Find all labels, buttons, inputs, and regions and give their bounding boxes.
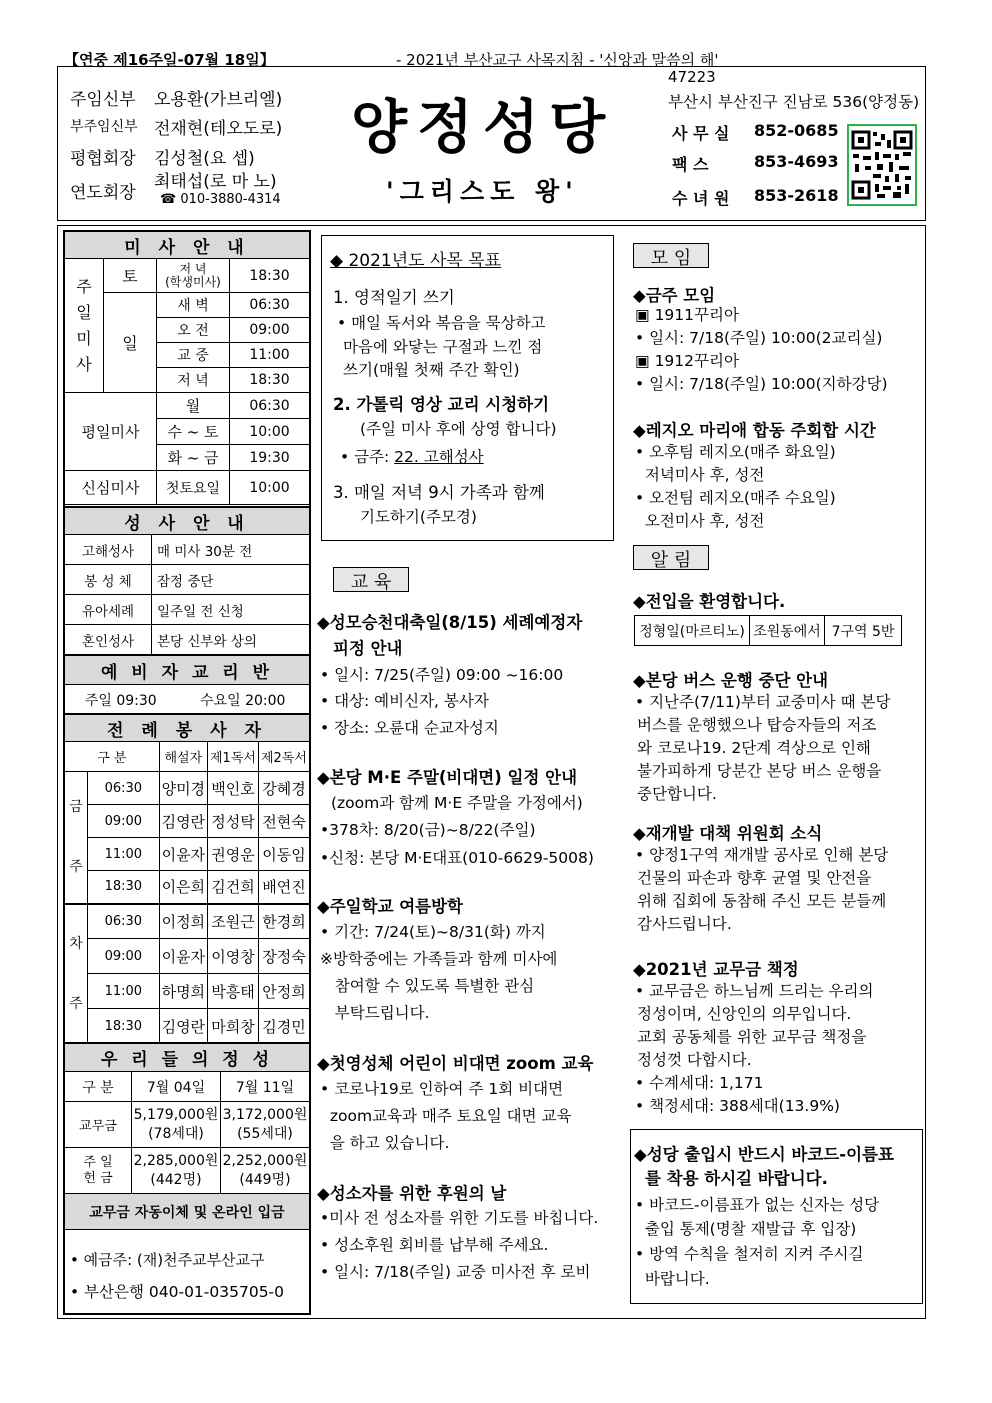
sat-mass-name: 저 녁 (학생미사): [157, 259, 230, 293]
contact-office: 852-0685: [754, 121, 839, 140]
weekday-time: 06:30: [230, 393, 310, 419]
catechumen-wednesday: 수요일 20:00: [177, 685, 310, 715]
welcome-district: 7구역 5반: [825, 616, 902, 646]
weekday-day: 월: [157, 393, 230, 419]
staff-phone: ☎ 010-3880-4314: [160, 192, 281, 207]
barcode-line: 바랍니다.: [635, 1270, 710, 1288]
bus-line: 중단합니다.: [637, 785, 717, 803]
server-time: 06:30: [88, 904, 160, 939]
barcode-line: • 바코드-이름표가 없는 신자는 성당: [635, 1196, 880, 1214]
weekday-mass-label: 평일미사: [65, 393, 157, 471]
devotion-mass-day: 첫토요일: [157, 471, 230, 505]
server-reader1: 김건희: [207, 871, 258, 904]
issue-label: 【연중 제16주일-07월 18일】: [64, 51, 275, 69]
sun-mass-time: 09:00: [230, 318, 310, 343]
account-holder: • 예금주: (재)천주교부산교구: [70, 1251, 265, 1269]
offering-amount: 2,252,000원: [222, 1152, 308, 1169]
address: 부산시 부산진구 진남로 536(양정동): [668, 93, 920, 111]
sun-mass-name: 저 녁: [157, 368, 230, 393]
edu-line: 참여할 수 있도록 특별한 관심: [320, 977, 535, 995]
tithe-line: 정성이며, 신앙인의 의무입니다.: [637, 1005, 852, 1023]
sunday-mass-label: 주 일 미 사: [65, 259, 104, 393]
server-time: 11:00: [88, 838, 160, 871]
goal-2: 2. 가톨릭 영상 교리 시청하기: [333, 395, 550, 414]
server-time: 09:00: [88, 805, 160, 838]
server-reader2: 안정희: [258, 974, 309, 1009]
edu-line: •378차: 8/20(금)~8/22(주일): [320, 821, 536, 839]
server-reader1: 박흥태: [207, 974, 258, 1009]
edu-line: • 장소: 오륜대 순교자성지: [320, 719, 499, 737]
welcome-table: [634, 615, 902, 646]
bus-line: • 지난주(7/11)부터 교중미사 때 본당: [635, 693, 891, 711]
staff-role-4: 연도회장: [70, 183, 136, 203]
redevelop-line: 건물의 파손과 향후 균열 및 안전을: [637, 869, 872, 887]
offering-header: 7월 04일: [132, 1072, 221, 1102]
tithe-line: 교회 공동체를 위한 교무금 책정을: [637, 1028, 867, 1046]
goal-3: 3. 매일 저녁 9시 가족과 함께: [333, 483, 545, 502]
barcode-heading: ◆성당 출입시 반드시 바코드-이름표: [634, 1145, 894, 1164]
bus-line: 버스를 운행했으나 탑승자들의 저조: [637, 716, 877, 734]
offering-title: 우 리 들 의 정 성: [65, 1043, 310, 1072]
meeting-line: • 일시: 7/18(주일) 10:00(2교리실): [635, 329, 883, 347]
edu-heading: ◆주일학교 여름방학: [317, 897, 463, 916]
server-reader2: 배연진: [258, 871, 309, 904]
offering-amount: 5,179,000원: [133, 1106, 219, 1123]
devotion-mass-label: 신심미사: [65, 471, 157, 505]
edu-line: •신청: 본당 M·E대표(010-6629-5008): [320, 849, 594, 867]
notice-title: 알 림: [633, 545, 709, 570]
staff-role-2: 부주임신부: [70, 119, 138, 135]
edu-line: 을 하고 있습니다.: [320, 1134, 450, 1152]
servers-table: [64, 713, 310, 1044]
edu-line: (zoom과 함께 M·E 주말을 가정에서): [331, 794, 583, 812]
bus-heading: ◆본당 버스 운행 중단 안내: [633, 671, 829, 690]
goal-1-line: 쓰기(매월 첫째 주간 확인): [343, 361, 520, 379]
staff-name-3: 김성철(요 셉): [154, 149, 255, 169]
redevelop-line: 감사드립니다.: [637, 915, 732, 933]
edu-heading: ◆첫영성체 어린이 비대면 zoom 교육: [317, 1054, 594, 1073]
edu-line: •미사 전 성소자를 위한 기도를 바칩니다.: [320, 1209, 599, 1227]
offering-key: 주 일 헌 금: [65, 1148, 132, 1194]
server-time: 11:00: [88, 974, 160, 1009]
server-time: 06:30: [88, 772, 160, 805]
server-time: 18:30: [88, 1009, 160, 1044]
edu-line: • 대상: 예비신자, 봉사자: [320, 692, 489, 710]
contact-convent: 853-2618: [754, 186, 839, 205]
staff-name-1: 오용환(가브리엘): [154, 90, 283, 110]
weekday-time: 10:00: [230, 419, 310, 445]
server-reader2: 장정숙: [258, 939, 309, 974]
mass-title: 미 사 안 내: [65, 232, 310, 259]
meeting-heading: ◆금주 모임: [633, 286, 716, 305]
edu-line: • 일시: 7/18(주일) 교중 미사전 후 로비: [320, 1263, 591, 1281]
sacrament-key: 고해성사: [65, 535, 152, 565]
catechumen-sunday: 주일 09:30: [65, 685, 177, 715]
server-commentator: 김영란: [159, 805, 207, 838]
server-reader1: 조원근: [207, 904, 258, 939]
account-number: • 부산은행 040-01-035705-0: [70, 1283, 285, 1301]
edu-heading: ◆성모승천대축일(8/15) 세례예정자: [317, 613, 583, 632]
redevelop-line: • 양정1구역 재개발 공사로 인해 본당: [635, 846, 889, 864]
server-reader1: 백인호: [207, 772, 258, 805]
parish-patron: '그리스도 왕': [386, 177, 579, 206]
tithe-line: • 교무금은 하느님께 드리는 우리의: [635, 982, 874, 1000]
legio-heading: ◆레지오 마리애 합동 주회합 시간: [633, 421, 876, 440]
contact-label-office: 사 무 실: [672, 124, 730, 143]
meeting-line: • 일시: 7/18(주일) 10:00(지하강당): [635, 375, 888, 393]
server-reader2: 전현숙: [258, 805, 309, 838]
qr-code-icon[interactable]: [847, 124, 917, 206]
server-reader1: 마희창: [207, 1009, 258, 1044]
legio-line: • 오후팀 레지오(매주 화요일): [635, 443, 836, 461]
server-reader2: 강혜경: [258, 772, 309, 805]
barcode-line: • 방역 수칙을 철저히 지켜 주시길: [635, 1245, 864, 1263]
servers-header: 제2독서: [258, 742, 309, 772]
server-reader2: 김경민: [258, 1009, 309, 1044]
tithe-line: • 수계세대: 1,171: [635, 1074, 764, 1092]
server-commentator: 김영란: [159, 1009, 207, 1044]
video-topic-link[interactable]: 22. 고해성사: [394, 448, 484, 466]
edu-line: • 일시: 7/25(주일) 09:00 ~16:00: [320, 666, 564, 684]
sacrament-key: 봉 성 체: [65, 565, 152, 595]
edu-heading: 피정 안내: [333, 639, 403, 658]
server-time: 09:00: [88, 939, 160, 974]
barcode-line: 출입 통제(명찰 재발급 후 입장): [635, 1220, 857, 1238]
server-reader2: 한경희: [258, 904, 309, 939]
offering-amount: 2,285,000원: [133, 1152, 219, 1169]
offering-cell: [221, 1148, 310, 1194]
staff-name-4: 최태섭(로 마 노): [154, 172, 277, 192]
barcode-heading: 를 착용 하시길 바랍니다.: [645, 1169, 828, 1188]
server-reader2: 이동임: [258, 838, 309, 871]
server-commentator: 양미경: [159, 772, 207, 805]
contact-label-convent: 수 녀 원: [672, 189, 730, 208]
postal-code: 47223: [668, 68, 716, 86]
sun-mass-name: 오 전: [157, 318, 230, 343]
offering-count: (442명): [150, 1171, 202, 1188]
offering-key: 교무금: [65, 1102, 132, 1148]
devotion-mass-time: 10:00: [230, 471, 310, 505]
edu-heading: ◆본당 M·E 주말(비대면) 일정 안내: [317, 768, 578, 787]
sun-mass-time: 11:00: [230, 343, 310, 368]
catechumen-table: [64, 654, 310, 715]
sun-mass-name: 새 벽: [157, 293, 230, 318]
server-reader1: 정성탁: [207, 805, 258, 838]
offering-amount: 3,172,000원: [222, 1106, 308, 1123]
goals-title: ◆ 2021년도 사목 목표: [330, 251, 502, 271]
edu-line: • 코로나19로 인하여 주 1회 비대면: [320, 1080, 564, 1098]
sacrament-key: 유아세례: [65, 595, 152, 625]
offering-cell: [132, 1102, 221, 1148]
edu-line: zoom교육과 매주 토요일 대면 교육: [320, 1107, 572, 1125]
welcome-heading: ◆전입을 환영합니다.: [633, 592, 786, 611]
legio-line: 오전미사 후, 성전: [635, 512, 765, 530]
meeting-line: ▣ 1912꾸리아: [635, 352, 739, 370]
offering-header: 구 분: [65, 1072, 132, 1102]
offering-count: (55세대): [237, 1125, 293, 1142]
sat-day: 토: [104, 259, 157, 293]
server-commentator: 이윤자: [159, 939, 207, 974]
tithe-line: 정성껏 다합시다.: [637, 1051, 752, 1069]
server-commentator: 이은희: [159, 871, 207, 904]
staff-name-2: 전재현(테오도로): [154, 119, 283, 139]
server-reader1: 이영창: [207, 939, 258, 974]
mass-table: [64, 231, 310, 505]
server-commentator: 하명희: [159, 974, 207, 1009]
staff-role-1: 주임신부: [70, 90, 136, 110]
bus-line: 불가피하게 당분간 본당 버스 운행을: [637, 762, 882, 780]
tithe-heading: ◆2021년 교무금 책정: [633, 960, 799, 979]
contact-label-fax: 팩 스: [672, 155, 709, 174]
sat-mass-time: 18:30: [230, 259, 310, 293]
goal-1-line: 마음에 와닿는 구절과 느낀 점: [343, 338, 543, 356]
sacrament-key: 혼인성사: [65, 625, 152, 655]
staff-role-3: 평협회장: [70, 149, 136, 169]
meeting-line: ▣ 1911꾸리아: [635, 306, 739, 324]
auto-transfer-label: 교무금 자동이체 및 온라인 입금: [65, 1194, 310, 1230]
diocese-motto: - 2021년 부산교구 사목지침 - '신앙과 말씀의 해': [396, 51, 719, 69]
servers-header: 구 분: [65, 742, 160, 772]
legio-line: 저녁미사 후, 성전: [635, 466, 765, 484]
bus-line: 와 코로나19. 2단계 격상으로 인해: [637, 739, 871, 757]
welcome-from: 조원동에서: [750, 616, 825, 646]
server-reader1: 권영운: [207, 838, 258, 871]
edu-line: • 기간: 7/24(토)~8/31(화) 까지: [320, 923, 546, 941]
goal-2-line: (주일 미사 후에 상영 합니다): [360, 420, 557, 438]
edu-heading: ◆성소자를 위한 후원의 날: [317, 1184, 507, 1203]
offering-count: (449명): [239, 1171, 291, 1188]
sun-mass-name: 교 중: [157, 343, 230, 368]
goal-1-line: • 매일 독서와 복음을 묵상하고: [337, 314, 546, 332]
servers-header: 제1독서: [207, 742, 258, 772]
servers-title: 전 례 봉 사 자: [65, 714, 310, 742]
redevelop-line: 위해 집회에 동참해 주신 모든 분들께: [637, 892, 887, 910]
sun-mass-time: 06:30: [230, 293, 310, 318]
sacrament-table: [64, 506, 310, 655]
goal-3-line: 기도하기(주모경): [360, 508, 477, 526]
legio-line: • 오전팀 레지오(매주 수요일): [635, 489, 836, 507]
server-time: 18:30: [88, 871, 160, 904]
servers-group-next-week: 차 주: [65, 904, 88, 1044]
parish-title: 양정성당: [351, 93, 616, 161]
sun-day: 일: [104, 293, 157, 393]
edu-line: 부탁드립니다.: [320, 1004, 430, 1022]
edu-line: • 성소후원 회비를 납부해 주세요.: [320, 1236, 549, 1254]
goal-2-line: • 금주: 22. 고해성사: [340, 448, 484, 466]
offering-cell: [132, 1148, 221, 1194]
offering-table: [64, 1042, 310, 1230]
offering-header: 7월 11일: [221, 1072, 310, 1102]
goal-1: 1. 영적일기 쓰기: [333, 288, 455, 307]
redevelop-heading: ◆재개발 대책 위원회 소식: [633, 824, 823, 843]
offering-count: (78세대): [148, 1125, 204, 1142]
welcome-name: 정형일(마르티노): [635, 616, 750, 646]
tithe-line: • 책정세대: 388세대(13.9%): [635, 1097, 840, 1115]
server-commentator: 이정희: [159, 904, 207, 939]
catechumen-title: 예 비 자 교 리 반: [65, 655, 310, 685]
meeting-title: 모 임: [633, 243, 709, 268]
server-commentator: 이윤자: [159, 838, 207, 871]
weekday-day: 화 ~ 금: [157, 445, 230, 471]
sacrament-value: 일주일 전 신청: [152, 595, 310, 625]
sacrament-value: 잠정 중단: [152, 565, 310, 595]
sacrament-value: 매 미사 30분 전: [152, 535, 310, 565]
sacrament-value: 본당 신부와 상의: [152, 625, 310, 655]
education-title: 교 육: [333, 567, 409, 592]
weekday-time: 19:30: [230, 445, 310, 471]
weekday-day: 수 ~ 토: [157, 419, 230, 445]
servers-group-this-week: 금 주: [65, 772, 88, 904]
contact-fax: 853-4693: [754, 152, 839, 171]
sun-mass-time: 18:30: [230, 368, 310, 393]
servers-header: 해설자: [159, 742, 207, 772]
edu-line: ※방학중에는 가족들과 함께 미사에: [320, 950, 558, 968]
offering-cell: [221, 1102, 310, 1148]
sacrament-title: 성 사 안 내: [65, 507, 310, 535]
